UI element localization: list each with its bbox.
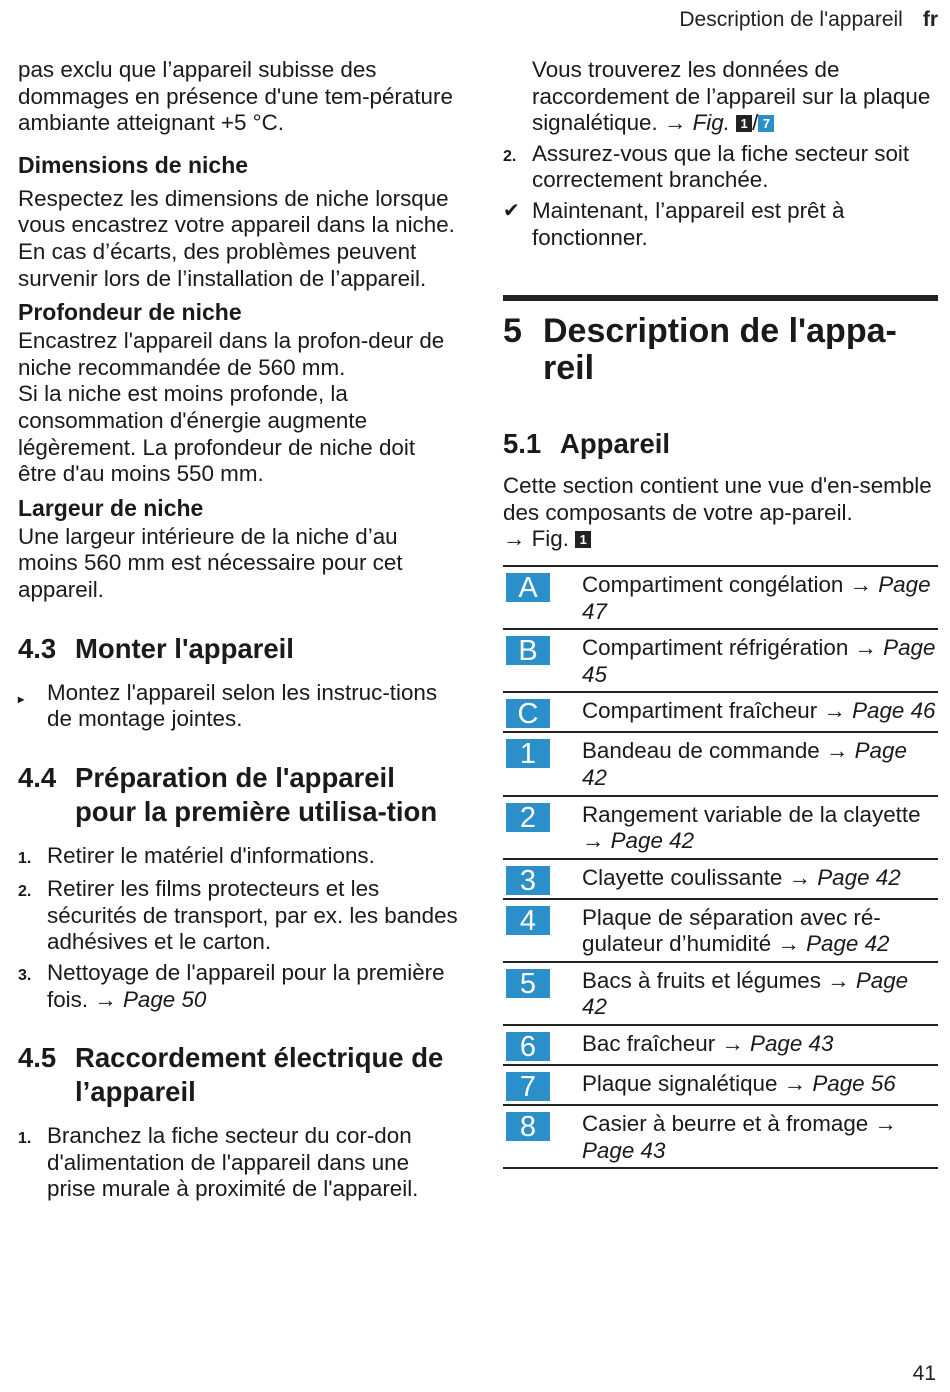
section-title: Monter l'appareil [75, 632, 294, 664]
component-label: Rangement variable de la clayette [582, 801, 921, 827]
component-label: Compartiment fraîcheur [582, 698, 818, 724]
list-item-text: Nettoyage de l'appareil pour la première fois. [47, 960, 445, 1012]
arrow-right-icon: → [777, 931, 800, 957]
section-5-1-heading [503, 427, 938, 461]
component-description [582, 1105, 938, 1168]
left-column [18, 57, 458, 1203]
section-number: 4.5 [18, 1042, 57, 1074]
component-page-link[interactable]: Page 47 [582, 571, 931, 624]
component-row [503, 566, 938, 629]
figure-label: Fig. [692, 110, 730, 136]
arrow-right-icon: → [823, 698, 846, 724]
step-number: 1. [18, 849, 32, 867]
chapter-number: 5 [503, 312, 522, 351]
list-item [503, 141, 938, 194]
section-number: 4.4 [18, 761, 57, 793]
component-description [582, 1025, 938, 1065]
chapter-title: Description de l'appa-reil [543, 312, 897, 388]
component-label: Bac fraîcheur [582, 1031, 716, 1057]
component-key-badge: 3 [506, 866, 550, 895]
dimensions-heading: Dimensions de niche [18, 151, 249, 178]
component-key-cell [503, 899, 582, 962]
component-description [582, 566, 938, 629]
component-key-cell [503, 566, 582, 629]
list-item-text: Montez l'appareil selon les instruc-tions de montage jointes. [47, 679, 438, 732]
list-item-text: Retirer les films protecteurs et les sécurités de transport, par ex. les bandes adhésives et le carton. [47, 876, 458, 955]
component-key-badge: 5 [506, 969, 550, 998]
component-page-link[interactable]: Page 42 [610, 828, 695, 854]
list-item-content [47, 960, 458, 1013]
result-text: Maintenant, l’appareil est prêt à fonctionner. [532, 197, 845, 250]
components-table-body [503, 566, 938, 1168]
section-number: 5.1 [503, 428, 542, 460]
section-title: Raccordement électrique de l’appareil [75, 1042, 444, 1108]
running-header [679, 8, 938, 32]
list-item [18, 960, 458, 1013]
header-title: Description de l'appareil [679, 8, 903, 31]
component-row [503, 1025, 938, 1065]
intro-paragraph: pas exclu que l’appareil subisse des dommages en présence d'une tem-pérature ambiante atteignant +5 °C. [18, 57, 453, 136]
component-label: Plaque signalétique [582, 1071, 778, 1097]
list-item [18, 876, 458, 956]
component-key-badge: 8 [506, 1112, 550, 1141]
depth-text-1: Encastrez l'appareil dans la profon-deur de niche recommandée de 560 mm. [18, 328, 445, 380]
component-label: Casier à beurre et à fromage [582, 1111, 869, 1137]
component-key-badge: B [506, 636, 550, 665]
component-page-link[interactable]: Page 42 [817, 864, 901, 890]
component-description [582, 629, 938, 692]
result-item [503, 198, 938, 251]
checkmark-icon: ✔ [503, 199, 520, 222]
section-title: Préparation de l'appareil pour la première utilisa-tion [75, 761, 438, 827]
figure-reference [503, 526, 938, 553]
component-page-link[interactable]: Page 46 [852, 698, 936, 724]
component-key-cell [503, 629, 582, 692]
component-key-badge: 1 [506, 739, 550, 768]
component-key-cell [503, 796, 582, 859]
component-key-badge: 2 [506, 803, 550, 832]
step-number: 3. [18, 967, 32, 985]
component-page-link[interactable]: Page 43 [582, 1137, 666, 1163]
component-row [503, 796, 938, 859]
component-key-cell [503, 1025, 582, 1065]
section-number: 4.3 [18, 632, 57, 664]
component-row [503, 1105, 938, 1168]
component-label: Bacs à fruits et légumes [582, 967, 821, 993]
component-row [503, 629, 938, 692]
component-description [582, 732, 938, 795]
component-key-cell [503, 962, 582, 1025]
right-column [503, 57, 938, 1169]
component-key-cell [503, 859, 582, 899]
component-key-badge: C [506, 699, 550, 728]
depth-heading: Profondeur de niche [18, 299, 242, 326]
component-key-badge: 7 [506, 1072, 550, 1101]
component-page-link[interactable]: Page 45 [582, 635, 936, 687]
arrow-right-icon: → [503, 526, 526, 552]
component-row [503, 692, 938, 732]
component-page-link[interactable]: Page 42 [582, 738, 907, 790]
chapter-5-heading [503, 295, 938, 387]
component-label: Bandeau de commande [582, 738, 820, 764]
continuation-content: Vous trouverez les données de raccordement de l’appareil sur la plaque signalétique. → Fig. 1 / 7 [532, 57, 931, 136]
component-page-link[interactable]: Page 42 [806, 931, 890, 957]
component-key-cell [503, 692, 582, 732]
component-row [503, 859, 938, 899]
list-item-text: Assurez-vous que la fiche secteur soit correctement branchée. [532, 140, 910, 193]
arrow-right-icon: → [783, 1071, 807, 1097]
component-row [503, 899, 938, 962]
component-label: Plaque de séparation avec ré-gulateur d’humidité [582, 904, 881, 957]
depth-text-2: Si la niche est moins profonde, la consommation d'énergie augmente légèrement. La profondeur de niche doit être d'au moins 550 mm. [18, 381, 416, 487]
component-key-cell [503, 732, 582, 795]
section-4-5-heading [18, 1041, 458, 1109]
page-reference[interactable]: Page 50 [122, 986, 207, 1012]
triangle-bullet-icon: ▸ [18, 691, 25, 706]
component-row [503, 1065, 938, 1105]
arrow-right-icon: → [854, 635, 877, 661]
component-key-cell [503, 1065, 582, 1105]
arrow-right-icon: → [849, 571, 872, 597]
component-key-badge: 4 [506, 906, 550, 935]
step-number: 2. [18, 883, 32, 901]
component-label: Compartiment réfrigération [582, 635, 849, 661]
arrow-right-icon: → [826, 738, 849, 764]
step-number: 1. [18, 1130, 32, 1148]
component-row [503, 732, 938, 795]
list-item [18, 1123, 458, 1203]
component-description [582, 796, 938, 859]
figure-number-badge[interactable]: 1 [575, 531, 591, 548]
arrow-right-icon: → [874, 1111, 897, 1137]
component-description [582, 692, 938, 732]
component-label: Clayette coulissante [582, 864, 783, 890]
list-item-text: Retirer le matériel d'informations. [47, 842, 375, 868]
component-label: Compartiment congélation [582, 571, 844, 597]
arrow-right-icon: → [788, 864, 812, 890]
page-number: 41 [912, 1362, 936, 1385]
component-key-cell [503, 1105, 582, 1168]
section-intro: Cette section contient une vue d'en-semble des composants de votre ap-pareil. [503, 473, 932, 525]
component-page-link[interactable]: Page 56 [812, 1071, 896, 1097]
list-item-continuation [503, 57, 938, 137]
arrow-right-icon: → [582, 828, 605, 854]
section-4-4-heading [18, 761, 458, 829]
component-description [582, 962, 938, 1025]
section-title: Appareil [560, 428, 671, 460]
list-item-text: Branchez la fiche secteur du cor-don d'alimentation de l'appareil dans une prise murale à proximité de l'appareil. [47, 1123, 419, 1202]
dimensions-text: Respectez les dimensions de niche lorsque vous encastrez votre appareil dans la niche. En cas d’écarts, des problèmes peuvent survenir lors de l’installation de l’appareil. [18, 185, 455, 291]
component-page-link[interactable]: Page 42 [582, 967, 909, 1020]
list-item [18, 680, 458, 733]
component-page-link[interactable]: Page 43 [750, 1031, 834, 1057]
component-description [582, 859, 938, 899]
component-description [582, 1065, 938, 1105]
component-row [503, 962, 938, 1025]
language-code: fr [922, 8, 938, 31]
component-description [582, 899, 938, 962]
arrow-right-icon: → [94, 986, 117, 1012]
component-key-badge: 6 [506, 1032, 550, 1061]
figure-label: Fig. [531, 526, 569, 552]
component-key-badge: A [506, 573, 550, 602]
section-4-3-heading [18, 632, 458, 666]
arrow-right-icon: → [827, 967, 850, 993]
width-heading: Largeur de niche [18, 494, 204, 521]
list-item [18, 843, 458, 873]
components-table [503, 565, 938, 1169]
arrow-right-icon: → [663, 110, 687, 136]
figure-item-badge[interactable]: 7 [758, 115, 774, 132]
figure-number-badge[interactable]: 1 [736, 115, 752, 132]
width-text: Une largeur intérieure de la niche d’au moins 560 mm est nécessaire pour cet appareil. [18, 523, 403, 602]
arrow-right-icon: → [721, 1031, 744, 1057]
continuation-text: Vous trouverez les données de raccordement de l’appareil sur la plaque signalétique. [532, 57, 931, 136]
step-number: 2. [503, 147, 517, 165]
